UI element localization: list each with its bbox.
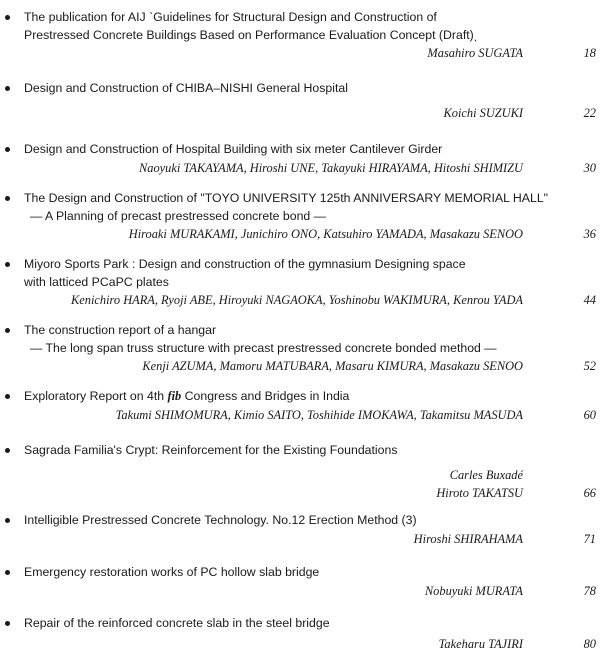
entry-page-number: 22 (583, 106, 596, 120)
bullet-icon (5, 518, 10, 523)
entry-page-number: 80 (583, 637, 596, 651)
entry-title-line: — A Planning of precast prestressed concrete bond — (30, 209, 326, 223)
entry-authors: Takeharu TAJIRI (438, 637, 523, 651)
entry-authors: Kenichiro HARA, Ryoji ABE, Hiroyuki NAGAOKA, Yoshinobu WAKIMURA, Kenrou YADA (71, 293, 523, 307)
entry-title (24, 321, 497, 357)
bullet-icon (5, 621, 10, 626)
bullet-icon (5, 147, 10, 152)
entry-title-line: — The long span truss structure with precast prestressed concrete bonded method — (30, 341, 497, 355)
entry-title-line: The publication for AIJ ˋGuidelines for Structural Design and Construction of (24, 10, 437, 24)
entry-authors: Takumi SHIMOMURA, Kimio SAITO, Toshihide IMOKAWA, Takamitsu MASUDA (115, 408, 523, 422)
bullet-icon (5, 15, 10, 20)
entry-title (24, 79, 348, 97)
entry-authors: Masahiro SUGATA (427, 46, 523, 60)
entry-title-line: Intelligible Prestressed Concrete Technology. No.12 Erection Method (3) (24, 513, 417, 527)
entry-title (24, 563, 319, 581)
entry-title-emphasis: fib (167, 389, 182, 403)
entry-page-number: 52 (583, 359, 596, 373)
bullet-icon (5, 196, 10, 201)
entry-page-number: 36 (583, 227, 596, 241)
entry-authors: Nobuyuki MURATA (424, 584, 523, 598)
entry-title-line: Prestressed Concrete Buildings Based on Performance Evaluation Concept (Draft)ˎ (24, 28, 478, 42)
entry-page-number: 44 (583, 293, 596, 307)
entry-title-line: with latticed PCaPC plates (24, 275, 169, 289)
bullet-icon (5, 86, 10, 91)
entry-title-line: The construction report of a hangar (24, 323, 217, 337)
bullet-icon (5, 394, 10, 399)
entry-authors: Koichi SUZUKI (443, 106, 523, 120)
bullet-icon (5, 570, 10, 575)
entry-title-text: Congress and Bridges in India (181, 389, 350, 403)
entry-title-text: Exploratory Report on 4th (24, 389, 168, 403)
entry-title (24, 614, 330, 632)
entry-page-number: 78 (583, 584, 596, 598)
bullet-icon (5, 328, 10, 333)
bullet-icon (5, 448, 10, 453)
entry-title-line: Sagrada Familia's Crypt: Reinforcement for the Existing Foundations (24, 443, 398, 457)
entry-title-line: Miyoro Sports Park : Design and construction of the gymnasium Designing space (24, 257, 466, 271)
entry-page-number: 71 (583, 532, 596, 546)
entry-title-line: Design and Construction of CHIBA–NISHI General Hospital (24, 81, 348, 95)
entry-title-line: The Design and Construction of "TOYO UNIVERSITY 125th ANNIVERSARY MEMORIAL HALL" (24, 191, 549, 205)
entry-authors: Hiroshi SHIRAHAMA (413, 532, 523, 546)
entry-page-number: 66 (583, 486, 596, 500)
entry-authors: Naoyuki TAKAYAMA, Hiroshi UNE, Takayuki HIRAYAMA, Hitoshi SHIMIZU (139, 161, 523, 175)
entry-authors: Kenji AZUMA, Mamoru MATUBARA, Masaru KIMURA, Masakazu SENOO (142, 359, 523, 373)
entry-title (24, 441, 397, 459)
entry-title (24, 140, 442, 158)
entry-title-line: Repair of the reinforced concrete slab in the steel bridge (24, 616, 330, 630)
entry-page-number: 18 (583, 46, 596, 60)
entry-title (24, 189, 548, 225)
entry-page-number: 30 (583, 161, 596, 175)
entry-title (24, 387, 349, 405)
bullet-icon (5, 262, 10, 267)
entry-title (24, 8, 478, 44)
entry-title-line: Design and Construction of Hospital Building with six meter Cantilever Girder (24, 142, 443, 156)
entry-authors: Hiroto TAKATSU (436, 486, 523, 500)
entry-title (24, 255, 466, 291)
entry-page-number: 60 (583, 408, 596, 422)
entry-title (24, 511, 417, 529)
entry-authors: Carles Buxadé (449, 468, 523, 482)
entry-authors: Hiroaki MURAKAMI, Junichiro ONO, Katsuhiro YAMADA, Masakazu SENOO (128, 227, 523, 241)
entry-title-line: Emergency restoration works of PC hollow slab bridge (24, 565, 320, 579)
